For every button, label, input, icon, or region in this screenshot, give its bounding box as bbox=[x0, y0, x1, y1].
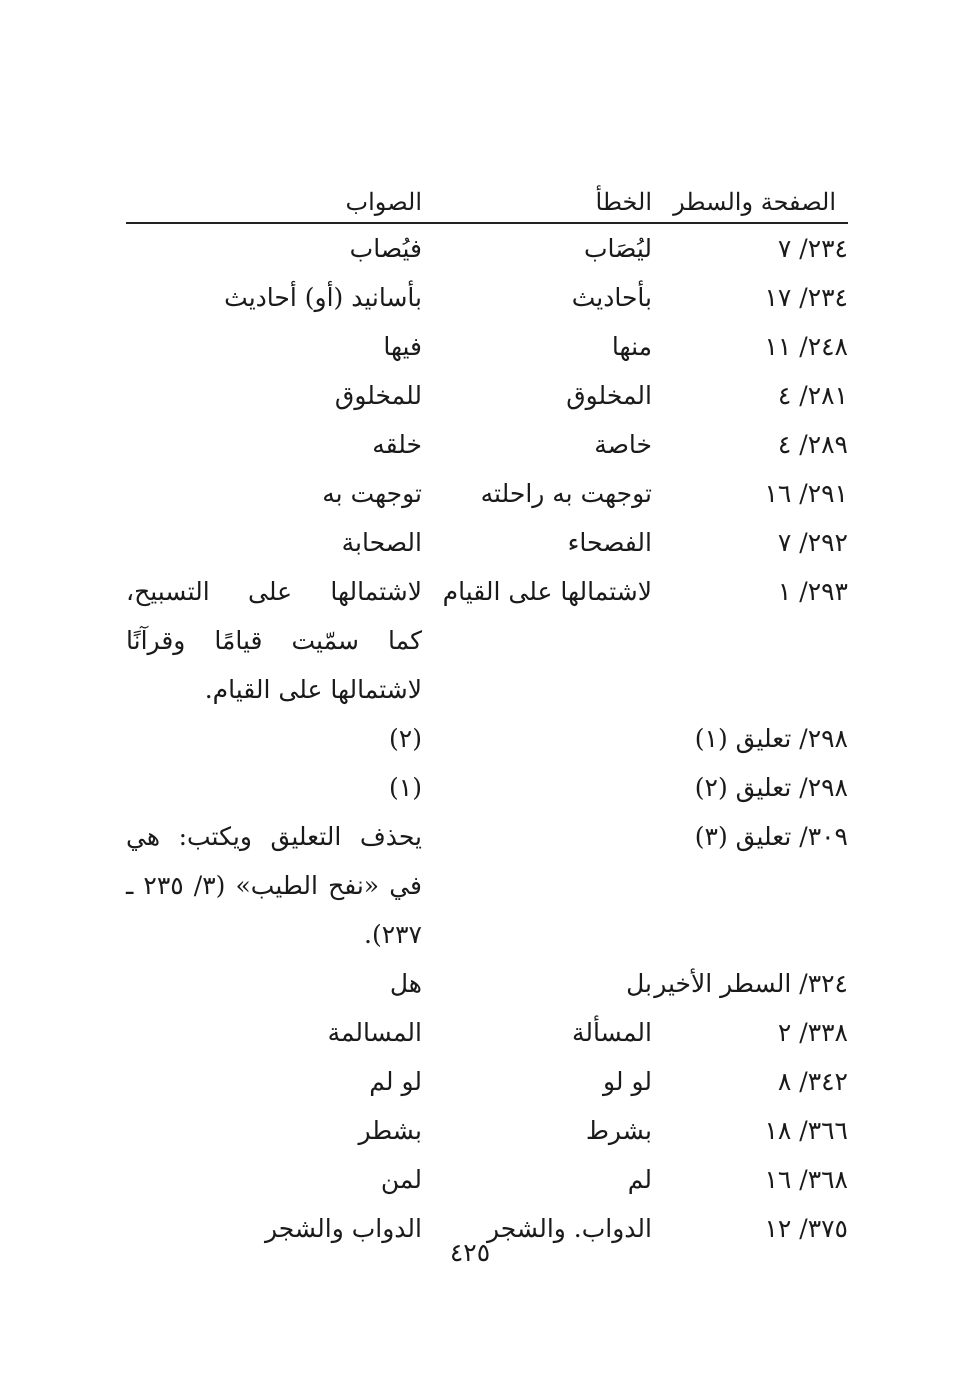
page-line-cell: ٢٩٣/ ١ bbox=[777, 577, 848, 606]
correct-cell bbox=[126, 518, 422, 567]
correct-text-line: للمخلوق bbox=[334, 381, 422, 410]
table-row bbox=[126, 812, 848, 959]
page-line-cell: ٣٠٩/ تعليق (٣) bbox=[694, 822, 848, 851]
correct-text-line: يحذف التعليق ويكتب: هي bbox=[126, 822, 422, 851]
wrong-cell: لاشتمالها على القيام bbox=[442, 577, 652, 606]
correct-text-line: لاشتمالها على القيام. bbox=[204, 675, 422, 704]
correct-cell bbox=[126, 1155, 422, 1204]
correct-cell bbox=[126, 371, 422, 420]
correct-text-line: كما سمّيت قيامًا وقرآنًا bbox=[126, 626, 422, 655]
wrong-cell: المخلوق bbox=[566, 381, 652, 410]
table-row bbox=[126, 224, 848, 273]
page-line-cell: ٢٣٤/ ٧ bbox=[777, 234, 848, 263]
correct-text-line: لاشتمالها على التسبيح، bbox=[126, 577, 422, 606]
wrong-cell: الدواب. والشجر bbox=[486, 1214, 652, 1243]
correct-cell bbox=[126, 322, 422, 371]
correct-cell bbox=[126, 567, 422, 714]
table-row bbox=[126, 567, 848, 714]
correct-text-line: ٢٣٧). bbox=[364, 920, 422, 949]
table-row bbox=[126, 1008, 848, 1057]
correct-text-line: لمن bbox=[380, 1165, 422, 1194]
correct-text-line: بأسانيد (أو) أحاديث bbox=[224, 283, 422, 312]
errata-table bbox=[126, 178, 848, 1253]
page-line-cell: ٣٧٥/ ١٢ bbox=[764, 1214, 848, 1243]
table-row bbox=[126, 518, 848, 567]
page-line-cell: ٢٩١/ ١٦ bbox=[764, 479, 848, 508]
wrong-cell: لو لو bbox=[602, 1067, 652, 1096]
table-row bbox=[126, 273, 848, 322]
correct-text-line: الصحابة bbox=[341, 528, 422, 557]
wrong-cell: بشرط bbox=[585, 1116, 652, 1145]
table-row bbox=[126, 322, 848, 371]
page-line-cell: ٢٤٨/ ١١ bbox=[764, 332, 848, 361]
page-number: ٤٢٥ bbox=[449, 1238, 491, 1267]
correct-text-line: (١) bbox=[389, 773, 422, 802]
wrong-cell: المسألة bbox=[572, 1018, 652, 1047]
table-row bbox=[126, 763, 848, 812]
wrong-cell: بل bbox=[626, 969, 652, 998]
wrong-cell: لم bbox=[627, 1165, 652, 1194]
correct-cell bbox=[126, 1008, 422, 1057]
table-row bbox=[126, 714, 848, 763]
page-line-cell: ٢٩٨/ تعليق (٢) bbox=[694, 773, 848, 802]
page-line-cell: ٣٢٤/ السطر الأخير bbox=[654, 969, 848, 998]
page-line-cell: ٣٣٨/ ٢ bbox=[777, 1018, 848, 1047]
correct-cell bbox=[126, 420, 422, 469]
correct-cell bbox=[126, 1057, 422, 1106]
wrong-cell: ليُصَاب bbox=[584, 234, 652, 263]
table-header bbox=[126, 178, 848, 224]
wrong-cell: خاصة bbox=[594, 430, 652, 459]
correct-text-line: بشطر bbox=[358, 1116, 422, 1145]
header-wrong: الخطأ bbox=[595, 188, 652, 216]
correct-text-line: هل bbox=[389, 969, 422, 998]
correct-cell bbox=[126, 224, 422, 273]
table-body bbox=[126, 224, 848, 1253]
correct-cell bbox=[126, 763, 422, 812]
wrong-cell: منها bbox=[611, 332, 652, 361]
page-line-cell: ٢٩٢/ ٧ bbox=[777, 528, 848, 557]
wrong-cell: توجهت به راحلته bbox=[480, 479, 652, 508]
correct-text-line: في «نفح الطيب» (٣/ ٢٣٥ ـ bbox=[126, 871, 422, 900]
table-row bbox=[126, 1155, 848, 1204]
wrong-cell: بأحاديث bbox=[571, 283, 652, 312]
header-correct: الصواب bbox=[345, 188, 422, 216]
table-row bbox=[126, 1106, 848, 1155]
correct-text-line: توجهت به bbox=[322, 479, 422, 508]
correct-cell bbox=[126, 273, 422, 322]
table-row bbox=[126, 371, 848, 420]
table-row bbox=[126, 469, 848, 518]
page-line-cell: ٢٩٨/ تعليق (١) bbox=[694, 724, 848, 753]
page-line-cell: ٣٦٨/ ١٦ bbox=[764, 1165, 848, 1194]
correct-text-line: خلقه bbox=[372, 430, 422, 459]
wrong-cell: الفصحاء bbox=[567, 528, 652, 557]
header-page-line: الصفحة والسطر bbox=[673, 188, 836, 216]
correct-cell bbox=[126, 812, 422, 959]
page-line-cell: ٣٤٢/ ٨ bbox=[777, 1067, 848, 1096]
correct-cell bbox=[126, 1106, 422, 1155]
correct-text-line: فيُصاب bbox=[349, 234, 422, 263]
table-row bbox=[126, 959, 848, 1008]
correct-text-line: لو لم bbox=[369, 1067, 422, 1096]
correct-text-line: (٢) bbox=[389, 724, 422, 753]
page-line-cell: ٢٨١/ ٤ bbox=[777, 381, 848, 410]
page-line-cell: ٢٣٤/ ١٧ bbox=[764, 283, 848, 312]
table-row bbox=[126, 1057, 848, 1106]
correct-text-line: الدواب والشجر bbox=[264, 1214, 422, 1243]
page-line-cell: ٣٦٦/ ١٨ bbox=[764, 1116, 848, 1145]
correct-cell bbox=[126, 714, 422, 763]
page-line-cell: ٢٨٩/ ٤ bbox=[777, 430, 848, 459]
table-row bbox=[126, 420, 848, 469]
correct-text-line: المسالمة bbox=[327, 1018, 422, 1047]
correct-cell bbox=[126, 469, 422, 518]
correct-text-line: فيها bbox=[383, 332, 422, 361]
correct-cell bbox=[126, 959, 422, 1008]
